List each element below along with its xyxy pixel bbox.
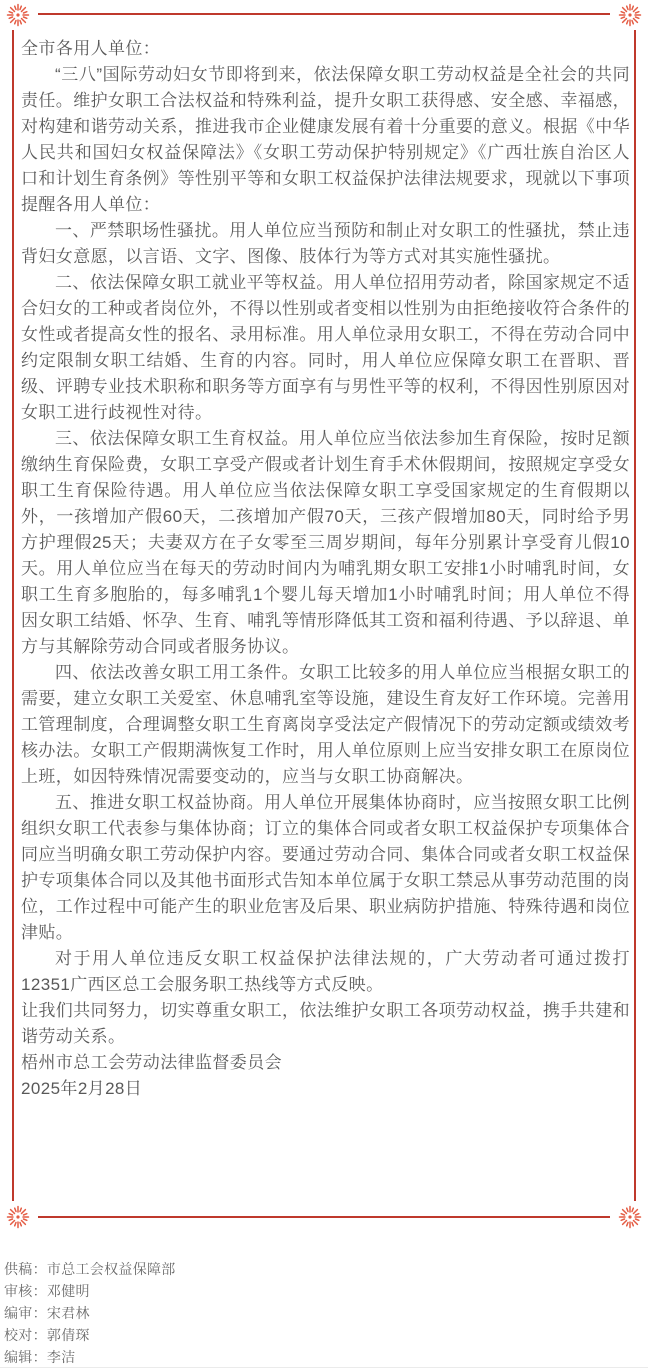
paragraph-closing: 让我们共同努力，切实尊重女职工，依法维护女职工各项劳动权益，携手共建和谐劳动关系。 xyxy=(21,1001,630,1046)
salutation: 全市各用人单位： xyxy=(21,39,161,58)
paragraph-item-2: 二、依法保障女职工就业平等权益。用人单位招用劳动者，除国家规定不适合妇女的工种或者岗位外，不得以性别或者变相以性别为由拒绝接收符合条件的女性或者提高女性的报名、录用标准。用人单位录用女职工，不得在劳动合同中约定限制女职工结婚、生育的内容。同时，用人单位应保障女职工在晋职、晋级、评聘专业技术职称和职务等方面享有与男性平等的权利，不得因性别原因对女职工进行歧视性对待。 xyxy=(21,273,630,422)
firework-burst-icon xyxy=(5,1204,31,1230)
frame-bottom-line xyxy=(38,1216,610,1218)
firework-burst-icon xyxy=(5,2,31,28)
paragraph-item-4: 四、依法改善女职工用工条件。女职工比较多的用人单位应当根据女职工的需要，建立女职工关爱室、休息哺乳室等设施，建设生育友好工作环境。完善用工管理制度，合理调整女职工生育离岗享受法定产假情况下的劳动定额或绩效考核办法。女职工产假期满恢复工作时，用人单位原则上应当安排女职工在原岗位上班，如因特殊情况需要变动的，应当与女职工协商解决。 xyxy=(21,663,630,786)
paragraph-hotline: 对于用人单位违反女职工权益保护法律法规的，广大劳动者可通过拨打12351广西区总工会服务职工热线等方式反映。 xyxy=(21,949,630,994)
firework-burst-icon xyxy=(617,1204,643,1230)
frame-left-line xyxy=(12,30,14,1201)
signature: 梧州市总工会劳动法律监督委员会 xyxy=(21,1053,282,1072)
credit-editor: 编辑：李洁 xyxy=(4,1349,76,1365)
credit-contributor: 供稿：市总工会权益保障部 xyxy=(4,1261,176,1277)
credits-footer xyxy=(4,1258,176,1368)
firework-burst-icon xyxy=(617,2,643,28)
credit-reviewer: 审核：邓健明 xyxy=(4,1283,90,1299)
frame-right-line xyxy=(634,30,636,1201)
date: 2025年2月28日 xyxy=(21,1079,143,1098)
credit-proofreader: 校对：郭倩琛 xyxy=(4,1327,90,1343)
credit-senior-editor: 编审：宋君林 xyxy=(4,1305,90,1321)
paragraph-item-1: 一、严禁职场性骚扰。用人单位应当预防和制止对女职工的性骚扰，禁止违背妇女意愿，以言语、文字、图像、肢体行为等方式对其实施性骚扰。 xyxy=(21,221,630,266)
paragraph-item-3: 三、依法保障女职工生育权益。用人单位应当依法参加生育保险，按时足额缴纳生育保险费，女职工享受产假或者计划生育手术休假期间，按照规定享受女职工生育保险待遇。用人单位应当依法保障女职工享受国家规定的生育假期以外，一孩增加产假60天，二孩增加产假70天，三孩产假增加80天，同时给予男方护理假25天；夫妻双方在子女零至三周岁期间，每年分别累计享受育儿假10天。用人单位应当在每天的劳动时间内为哺乳期女职工安排1小时哺乳时间，女职工生育多胞胎的，每多哺乳1个婴儿每天增加1小时哺乳时间；用人单位不得因女职工结婚、怀孕、生育、哺乳等情形降低其工资和福利待遇、予以辞退、单方与其解除劳动合同或者服务协议。 xyxy=(21,429,630,656)
paragraph-item-5: 五、推进女职工权益协商。用人单位开展集体协商时，应当按照女职工比例组织女职工代表参与集体协商；订立的集体合同或者女职工权益保护专项集体合同应当明确女职工劳动保护内容。要通过劳动合同、集体合同或者女职工权益保护专项集体合同以及其他书面形式告知本单位属于女职工禁忌从事劳动范围的岗位，工作过程中可能产生的职业危害及后果、职业病防护措施、特殊待遇和岗位津贴。 xyxy=(21,793,630,942)
frame-top-line xyxy=(38,13,610,15)
notice-body xyxy=(21,36,630,1102)
paragraph-intro: “三八”国际劳动妇女节即将到来，依法保障女职工劳动权益是全社会的共同责任。维护女职工合法权益和特殊利益，提升女职工获得感、安全感、幸福感，对构建和谐劳动关系，推进我市企业健康发展有着十分重要的意义。根据《中华人民共和国妇女权益保障法》《女职工劳动保护特别规定》《广西壮族自治区人口和计划生育条例》等性别平等和女职工权益保护法律法规要求，现就以下事项提醒各用人单位： xyxy=(21,65,630,214)
